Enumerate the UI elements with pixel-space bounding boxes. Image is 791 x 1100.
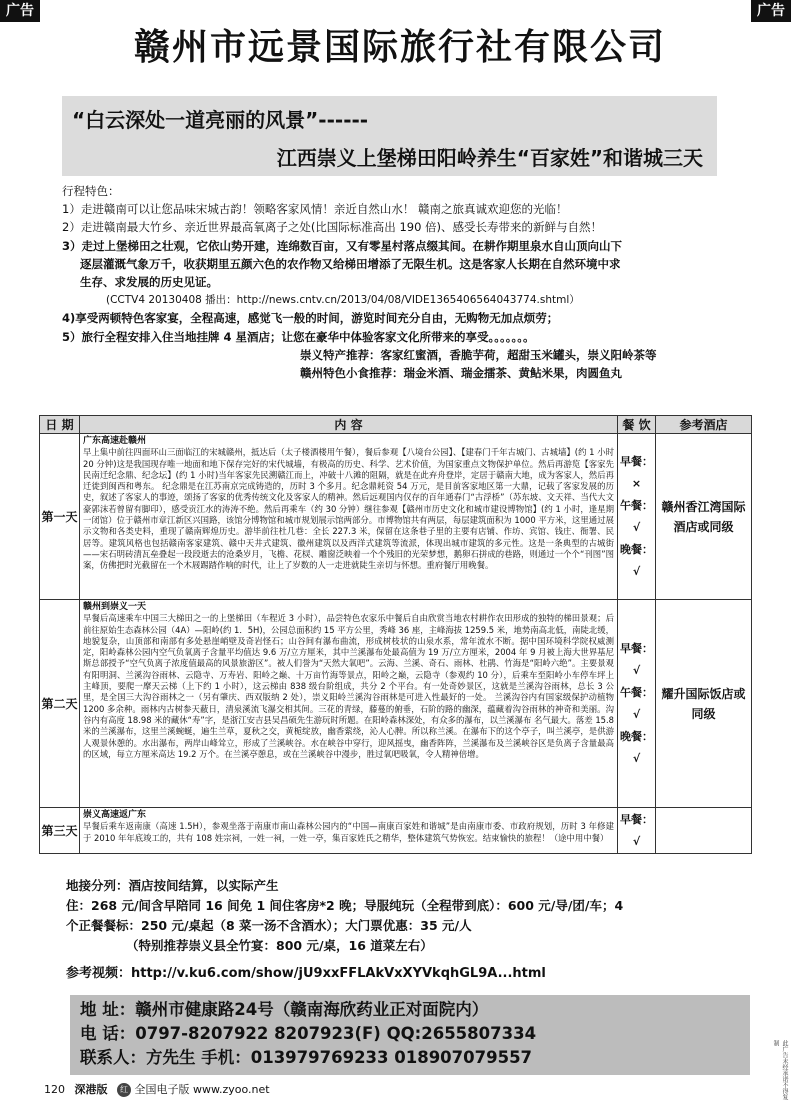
specialty-chongyi: 崇义特产推荐：客家红蜜酒，香脆芋荷，超甜玉米罐头，崇义阳岭茶等 — [300, 347, 657, 362]
col-hotel: 参考酒店 — [656, 416, 752, 434]
day-label: 第二天 — [40, 600, 80, 808]
day-meals — [618, 600, 656, 808]
meal-label: 早餐： — [620, 454, 653, 468]
contact-box — [70, 995, 750, 1075]
contact-address: 地 址：赣州市健康路24号（赣南海欣药业正对面院内） — [80, 1000, 489, 1019]
meal-label: 午餐： — [620, 498, 653, 512]
table-row — [40, 434, 752, 600]
video-link[interactable]: 参考视频：http://v.ku6.com/show/jU9xxFFLAkVxXYVkqhGL9A...html — [66, 966, 546, 981]
meal-label: 早餐： — [620, 641, 653, 655]
feature-5: 5）旅行全程安排入住当地挂牌 4 星酒店；让您在豪华中体验客家文化所带来的享受。。。。。。。 — [62, 329, 535, 344]
itinerary-table — [39, 415, 752, 854]
pricing-line-4: （特别推荐崇义县全竹宴：800 元/桌，16 道菜左右） — [126, 938, 433, 953]
meal-label: 晚餐： — [620, 542, 653, 556]
ad-label-left: 广告 — [0, 0, 40, 22]
meal-label: 早餐： — [620, 812, 653, 826]
day-text: 早餐后高速乘车中国三大梯田之一的上堡梯田（车程近 3 小时），品尝特色农家乐中餐后自由欣赏当地农村耕作农田形成的独特的梯田景观；后前往原始生态森林公园（4A）—阳岭(约 1．5H)，公园总面积约 15 平方公里，秀峰 36 座，主峰海拔 1259.5 米，地势南高北低，南陡北缓，地貌复杂，山顶部和南部有多处悬崖峭壁及奇岩怪石；山谷间有瀑布曲流，形成树枝状的山泉水系，常年流水不断。据中国环境科学院权威测定，阳岭森林公园内空气负氧离子含量平均值达 9.6 万/立方厘米，其中兰溪瀑布处最高值为 19 万/立方厘米，2004 年 9 月被上海大世界基尼斯总部授予“空气负离子浓度值最高的风景旅游区”。被人们誉为“天然大氧吧”。云海、兰溪、奇石、雨林、杜鹃、竹海是“阳岭六绝”。主要景观有阳明洞、兰溪沟谷雨林、云隐寺、万寿岩、阳岭之巅、十万亩竹海等景点，阳岭之巅，云隐寺（参观约 10 分），后乘车至阳岭小车停车坪上主峰顶，要爬一摩天云梯（上下约 1 小时），这云梯由 838 级台阶组成，共分 2 个平台。有一处奇妙景区，这就是兰溪沟谷雨林，总长 3 公里，是全国三大沟谷雨林之一（另有肇庆、西双版纳 2 处），崇义阳岭兰溪沟谷雨林是可进入性最好的一处。 兰溪沟谷内有国家级保护动植物 1200 多余种。雨林内古树参天蔽日，清泉溪流飞瀑交相其间。三花的青绿，藤蔓的俯垂，石阶的路的幽深，蕴藏着沟谷雨林的神奇和美丽。沟谷内有高度 18.98 米的藏休“寿”字，是浙江安吉县吴昌硕先生游玩时所题。在阳岭森林深处，有众多的瀑布，以兰溪瀑布 名气最大。落差 15.8 米的兰溪瀑布，这里兰溪蜿蜒，遍生兰草，夏秋之交，黄栀绽放，幽香萦绕，沁人心脾。所以称兰溪。在瀑布下的这个亭子，叫兰溪亭，是供游人观景休憩的。水出瀑布，两岸山峰耸立，形成了兰溪峡谷。水在峡谷中穿行，迎风摇曳，幽香阵阵，兰溪瀑布及兰溪峡谷区是负离子含量最高的区域，每立方厘米高达 19.2 万个。在兰溪亭憩息，或在兰溪峡谷中漫步，胜过氧吧吸氧，令人精神倍增。 — [83, 613, 614, 759]
meal-mark: √ — [632, 707, 641, 721]
table-header — [40, 416, 752, 434]
day-label: 第三天 — [40, 808, 80, 854]
feature-4: 4)享受两顿特色客家宴，全程高速，感觉飞一般的时间，游览时间充分自由，无购物无加点烦劳； — [62, 311, 559, 326]
banner-slogan: “白云深处一道亮丽的风景”------ — [72, 108, 369, 132]
feature-3-cont: 逐层灌溉气象万千，收获期里五颜六色的农作物又给梯田增添了无限生机。这是客家人长期在自然环境中求 — [80, 256, 621, 271]
feature-3: 3）走过上堡梯田之壮观，它依山势开建，连绵数百亩，又有零星村落点缀其间。在耕作期里泉水自山顶向山下 — [62, 238, 622, 253]
pricing-line-2: 住：268 元/间含早陪同 16 间免 1 间住客房*2 晚；导服纯玩（全程带到底）：600 元/导/团/车；4 — [66, 898, 624, 913]
specialty-ganzhou: 赣州特色小食推荐：瑞金米酒、瑞金擂茶、黄鲇米果，肉圆鱼丸 — [300, 366, 622, 381]
ad-label-right: 广告 — [751, 0, 791, 22]
contact-person: 联系人：方先生 手机：013979769233 018907079557 — [80, 1048, 533, 1067]
col-date: 日 期 — [40, 416, 80, 434]
day-meals — [618, 434, 656, 600]
day-label: 第一天 — [40, 434, 80, 600]
day-hotel — [656, 808, 752, 854]
company-name: 赣州市远景国际旅行社有限公司 — [133, 27, 666, 68]
pricing-line-1: 地接分列：酒店按间结算，以实际产生 — [66, 878, 279, 893]
meal-mark: √ — [632, 834, 641, 848]
meal-mark: √ — [632, 751, 641, 765]
day-hotel: 赣州香江湾国际酒店或同级 — [656, 434, 752, 600]
day-content — [80, 434, 618, 600]
day-content — [80, 808, 618, 854]
meal-mark: √ — [632, 520, 641, 534]
col-content: 内 容 — [80, 416, 618, 434]
page-number: 120 — [44, 1083, 65, 1096]
meal-mark: √ — [632, 663, 641, 677]
day-title: 崇义高速返广东 — [83, 810, 147, 820]
day-text: 早上集中前往四面环山三面临江的宋城赣州，抵达后（太子楼酒楼用午餐），餐后参观【八境台公园】、【建春门千年古城门、古城墙】(约 1 小时 20 分钟)这是我国现存唯一地面和地下保存完好的宋代城墙，有极高的历史、科学、艺术价值，为国家重点文物保护单位。然后再游览【客家先民南迁纪念鼎、纪念坛】(约 1 小时)当年客家先民溯赣江而上，冲破十八滩的阻隔，就是在此弃舟登岸，定居于赣南大地，成为客家人，然后再迁徙到闽西和粤东。 纪念鼎是在江苏南京完成铸造的，历时 3 个多月。纪念鼎耗资 54 万元，是目前客家地区第一大鼎，记载了客家发展的历史，叙述了客家人的事迹，颂扬了客家的优秀传统文化及客家人的精神。然后远观国内仅存的百年通春门“古浮桥”（苏东坡、文天祥、当代大文豪郭沫若曾留有脚印），感受贡江水的涛涛不绝。然后再乘车（约 30 分钟）继往参观【赣州市历史文化和城市建设博物馆】(约 1 小时，逢星期一闭馆）位于赣州市章江新区兴国路，该馆分博物馆和城市规划展示馆两部分。市博物馆共有两层，每层建筑面积为 1000 平方米，这里通过展示文物和各类史料，重现了赣南辉煌历史。游毕前往杜几巷：全长 227.3 米，保留在这条巷子里的主要有店铺、作坊、宾馆、钱庄、衙署、民居等。建筑风格也包括赣南客家建筑、赣中天井式建筑、徽州建筑以及西洋式建筑等流派，体现出城市建筑的多元性。这是一条典型的古城街——宋石明砖清瓦垒叠起一段段逝去的沧桑岁月，飞檐、花棂、雕窗泛映着一个个残旧的光荣梦想，鹅卵石拼成的巷路，则通过一个个“刊图”图案，仿佛把时光截留在一个木屐踢踏作响的时代，让上了岁数的人一走进就陡生亲切与怀想。重府餐厅用晚餐。 — [83, 447, 614, 571]
page-footer — [0, 1079, 791, 1100]
pricing-section — [66, 876, 756, 956]
meal-label: 晚餐： — [620, 729, 653, 743]
feature-3-end: 生存、求发展的历史见证。 — [80, 275, 218, 290]
trip-features — [62, 182, 717, 382]
cctv-link[interactable]: (CCTV4 20130408 播出：http://news.cntv.cn/2013/04/08/VIDE1365406564043774.shtml） — [106, 294, 580, 307]
features-heading: 行程特色： — [62, 184, 120, 198]
meal-mark: × — [631, 476, 642, 490]
col-meals: 餐 饮 — [618, 416, 656, 434]
day-hotel: 耀升国际饭店或同级 — [656, 600, 752, 808]
feature-1: 1）走进赣南可以让您品味宋城古韵！领略客家风情！亲近自然山水！ 赣南之旅真诚欢迎您的光临！ — [62, 202, 568, 217]
feature-2: 2）走进赣南最大竹乡、亲近世界最高氧离子之处(比国际标准高出 190 倍)、感受长寿带来的新鲜与自然！ — [62, 220, 603, 235]
edition-name: 深港版 — [74, 1083, 108, 1096]
pricing-line-3: 个正餐餐标：250 元/桌起（8 菜一汤不含酒水）；大门票优惠：35 元/人 — [66, 918, 472, 933]
site-url[interactable]: 全国电子版 www.zyoo.net — [134, 1083, 270, 1096]
day-text: 早餐后乘车返南康（高速 1.5H），参观坐落于南康市南山森林公园内的“中国—南康百家姓和谐城”是由南康市委、市政府规划，历时 3 年修建于 2010 年年底竣工的，共有 108 姓宗祠，一姓一祠，一姓一亭，集百家姓氏之精华，整体建筑气势恢宏。结束愉快的旅程！（途中用中餐） — [83, 821, 614, 843]
day-title: 赣州到崇义一天 — [83, 602, 147, 612]
banner-route-title: 江西崇义上堡梯田阳岭养生“百家姓”和谐城三天 — [276, 146, 703, 170]
contact-phone: 电 话：0797-8207922 8207923(F) QQ:2655807334 — [80, 1024, 537, 1043]
meal-label: 午餐： — [620, 685, 653, 699]
table-row — [40, 808, 752, 854]
table-row — [40, 600, 752, 808]
side-note: 此广告未经承诺不得复制 — [772, 1040, 788, 1100]
meal-mark: √ — [632, 564, 641, 578]
title-banner — [62, 96, 717, 176]
day-meals — [618, 808, 656, 854]
publisher-logo-icon: 红 — [117, 1083, 131, 1097]
day-content — [80, 600, 618, 808]
day-title: 广东高速赴赣州 — [83, 436, 147, 446]
